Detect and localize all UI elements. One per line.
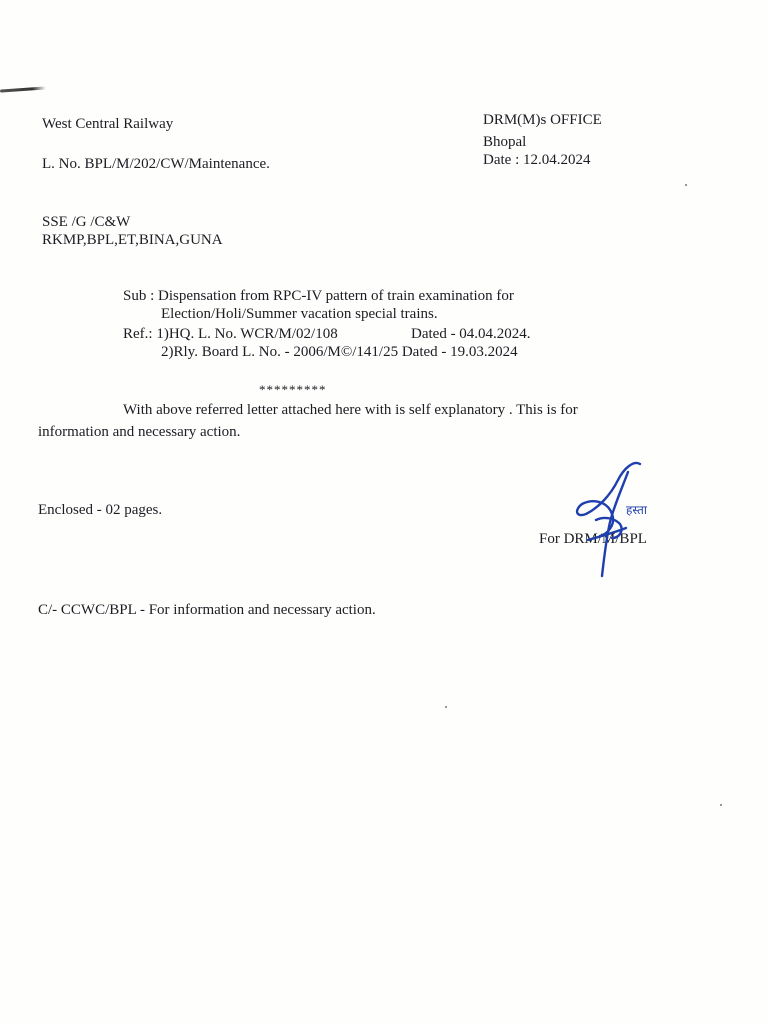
body-line-1: With above referred letter attached here with is self explanatory . This is for [123,402,578,418]
scan-speck [720,804,722,806]
enclosure-note: Enclosed - 02 pages. [38,502,163,518]
scan-mark [0,86,46,92]
copy-to-line: C/- CCWC/BPL - For information and necessary action. [38,602,376,618]
letter-date: Date : 12.04.2024 [483,152,591,168]
body-line-2: information and necessary action. [38,424,241,440]
addressee-line-2: RKMP,BPL,ET,BINA,GUNA [42,232,223,248]
separator-stars: ********* [259,382,327,397]
office-name: DRM(M)s OFFICE [483,112,602,128]
organization-name: West Central Railway [42,116,174,132]
letter-number: L. No. BPL/M/202/CW/Maintenance. [42,156,270,172]
addressee-line-1: SSE /G /C&W [42,214,131,230]
office-place: Bhopal [483,134,527,150]
handwritten-signature [568,458,668,583]
reference-1-date: Dated - 04.04.2024. [411,326,531,342]
scan-speck [685,184,687,186]
signatory-label: For DRM/M/BPL [539,531,647,547]
scan-speck [445,706,447,708]
subject-line-1: Sub : Dispensation from RPC-IV pattern of train examination for [123,288,514,304]
reference-2: 2)Rly. Board L. No. - 2006/M©/141/25 Dated - 19.03.2024 [161,344,518,360]
signature-initials: हस्ता [626,503,647,517]
reference-1: Ref.: 1)HQ. L. No. WCR/M/02/108 [123,326,338,342]
subject-line-2: Election/Holi/Summer vacation special trains. [161,306,438,322]
